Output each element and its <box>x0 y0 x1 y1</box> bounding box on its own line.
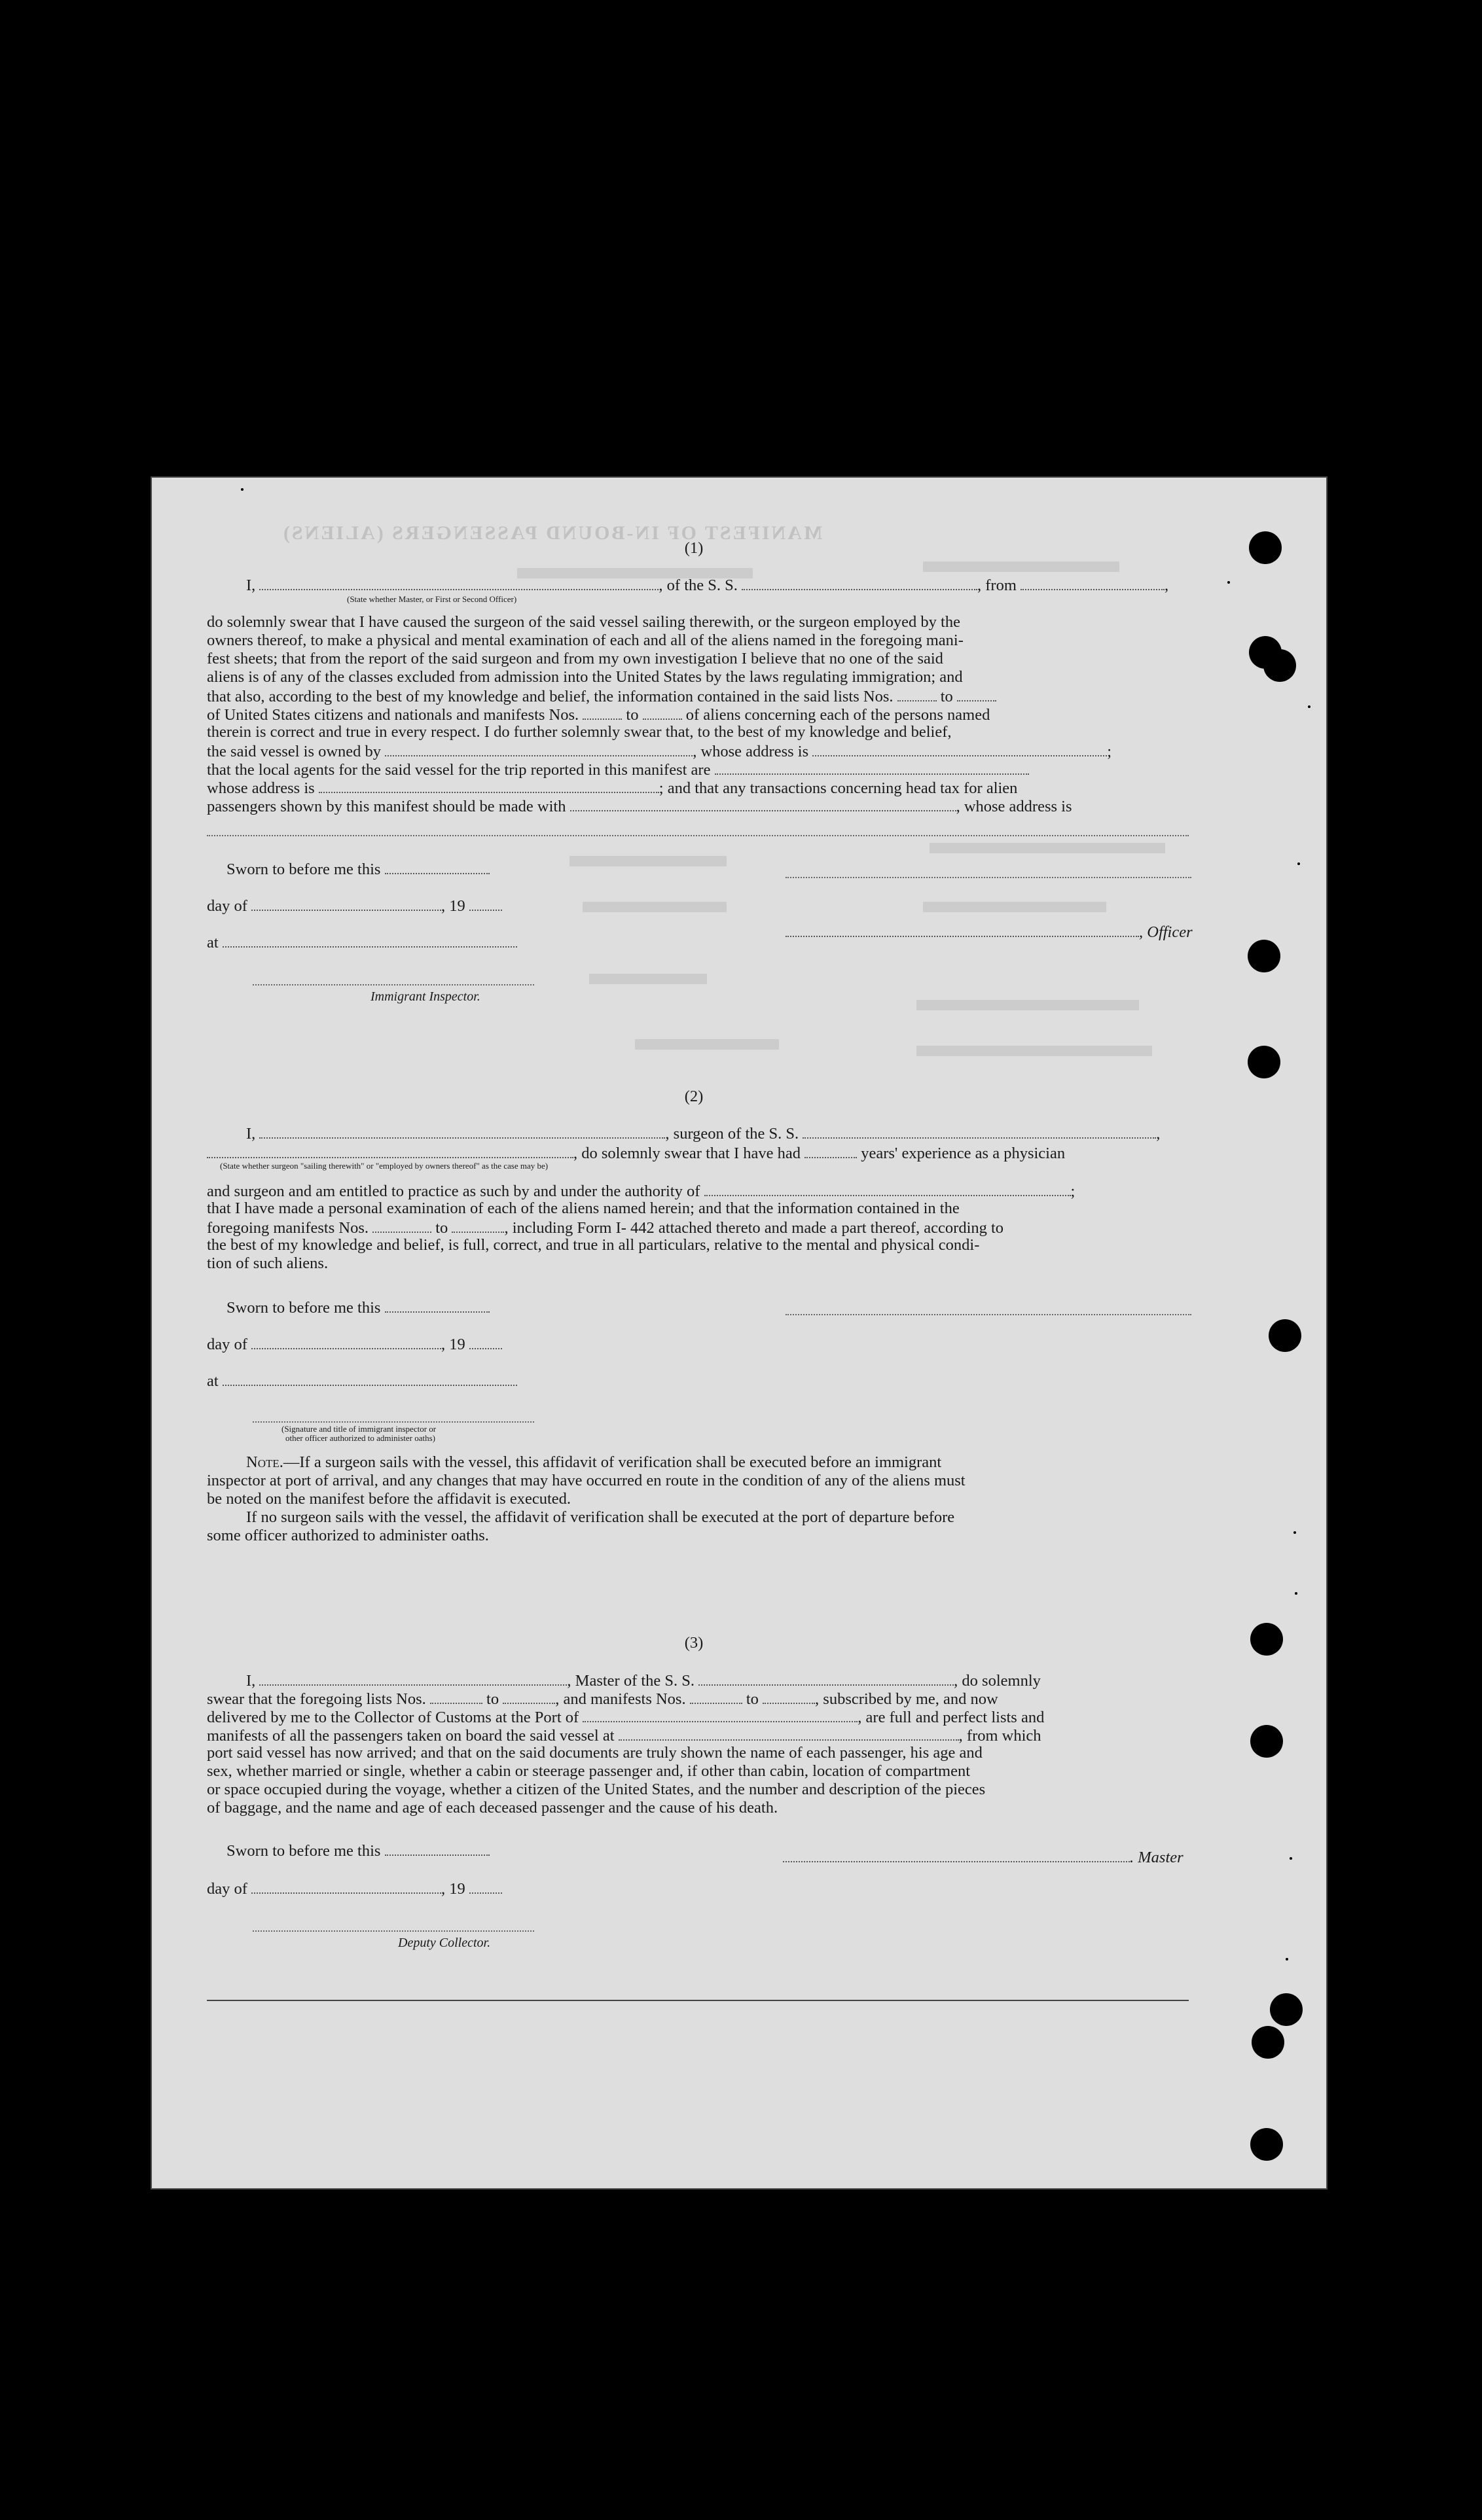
master-sworn-month-blank <box>251 1878 441 1894</box>
binder-hole <box>1249 531 1282 564</box>
local-agents-blank <box>715 759 1029 775</box>
master-name-blank-3 <box>259 1670 567 1686</box>
text: I, <box>246 1672 256 1690</box>
master-sworn-year-blank <box>469 1878 502 1894</box>
text: passengers shown by this manifest should be made with <box>207 798 566 815</box>
officer-signature-blank <box>786 921 1139 937</box>
section-2-paragraph-line: that I have made a personal examination of each of the aliens named herein; and that the information contained in the <box>207 1199 960 1217</box>
collector-label: Deputy Collector. <box>398 1936 491 1950</box>
section-2-note-line: inspector at port of arrival, and any changes that may have occurred en route in the condition of any of the aliens must <box>207 1472 966 1489</box>
section-1-paragraph-line: therein is correct and true in every respect. I do further solemnly swear that, to the best of my knowledge and belief, <box>207 723 952 741</box>
text: foregoing manifests Nos. <box>207 1219 369 1237</box>
section-1-paragraph-line: aliens is of any of the classes excluded from admission into the United States by the laws regulating immigration; and <box>207 668 963 686</box>
section-1-oath-line <box>246 575 1168 595</box>
section-2-status-note: (State whether surgeon "sailing therewith" or "employed by owners thereof" as the case may be) <box>220 1161 549 1171</box>
surgeon-manifests-from-blank <box>372 1217 431 1233</box>
text: , from <box>977 577 1017 594</box>
inspector-signature-line <box>253 984 534 985</box>
text: at <box>207 1372 219 1390</box>
owner-blank <box>385 741 693 756</box>
text: , subscribed by me, and now <box>815 1690 998 1708</box>
text: , whose address is <box>693 743 809 760</box>
text: ; and that any transactions concerning head tax for alien <box>659 779 1018 797</box>
text: , whose address is <box>956 798 1072 815</box>
note-label: Note. <box>246 1453 283 1471</box>
binder-hole <box>1250 1623 1283 1656</box>
section-3-paragraph-line: of baggage, and the name and age of each deceased passenger and the cause of his death. <box>207 1799 778 1817</box>
speck <box>1227 581 1230 584</box>
section-1-sworn-line <box>226 859 490 879</box>
sworn-year-blank <box>469 895 502 911</box>
binder-hole <box>1263 649 1296 682</box>
surgeon-sworn-month-blank <box>251 1334 441 1349</box>
section-2-day-line <box>207 1334 502 1355</box>
text: , surgeon of the S. S. <box>665 1125 799 1143</box>
section-1-officer-line <box>786 921 1193 942</box>
section-2-at-line <box>207 1370 517 1391</box>
oath-officer-signature-line <box>253 1421 534 1423</box>
text: , Master of the S. S. <box>567 1672 695 1690</box>
speck <box>241 488 244 491</box>
text: I, <box>246 577 256 594</box>
text: of United States citizens and nationals and manifests Nos. <box>207 706 579 724</box>
text: years' experience as a physician <box>861 1145 1066 1162</box>
section-3-day-line <box>207 1878 502 1899</box>
text: delivered by me to the Collector of Customs at the Port of <box>207 1709 579 1726</box>
manifests-from-blank <box>583 704 622 720</box>
section-3-paragraph-line: port said vessel has now arrived; and that on the said documents are truly shown the name of each passenger, his age and <box>207 1744 983 1762</box>
text: ; <box>1107 743 1112 760</box>
embarkation-port-blank <box>619 1725 959 1741</box>
bleed-through-mark <box>635 1039 779 1050</box>
text: day of <box>207 1880 247 1898</box>
surgeon-vessel-blank <box>803 1123 1156 1139</box>
binder-hole <box>1248 940 1280 972</box>
oath-officer-note-2: other officer authorized to administer oaths) <box>285 1433 435 1443</box>
speck <box>1297 862 1300 865</box>
section-2-note-line <box>246 1453 941 1472</box>
text: and surgeon and am entitled to practice as such by and under the authority of <box>207 1182 700 1200</box>
binder-hole <box>1250 1725 1283 1758</box>
text: that also, according to the best of my knowledge and belief, the information contained in the said lists Nos. <box>207 688 894 705</box>
text: swear that the foregoing lists Nos. <box>207 1690 426 1708</box>
oath-officer-note-1: (Signature and title of immigrant inspector or <box>281 1424 437 1434</box>
inspector-label: Immigrant Inspector. <box>370 989 480 1004</box>
section-2-signature-line <box>786 1314 1191 1315</box>
speck <box>1308 705 1310 708</box>
text: to <box>435 1219 448 1237</box>
license-authority-blank <box>704 1180 1071 1196</box>
sworn-month-blank <box>251 895 441 911</box>
text: Sworn to before me this <box>226 1299 381 1317</box>
text: —If a surgeon sails with the vessel, this affidavit of verification shall be executed before an immigrant <box>283 1453 942 1471</box>
text: Sworn to before me this <box>226 861 381 878</box>
section-1-paragraph-line: do solemnly swear that I have caused the surgeon of the said vessel sailing therewith, or the surgeon employed by the <box>207 613 960 631</box>
section-2-note-line: some officer authorized to administer oaths. <box>207 1527 489 1544</box>
surgeon-status-blank <box>207 1143 573 1158</box>
surgeon-manifests-to-blank <box>452 1217 504 1233</box>
bleed-through-mark <box>589 974 707 984</box>
section-2-note-line: If no surgeon sails with the vessel, the affidavit of verification shall be executed at the port of departure before <box>246 1508 955 1526</box>
binder-hole <box>1248 1046 1280 1078</box>
section-3-paragraph-line: sex, whether married or single, whether a cabin or steerage passenger and, if other than cabin, location of compartment <box>207 1762 971 1780</box>
text: to <box>940 688 953 705</box>
text: Sworn to before me this <box>226 1842 381 1860</box>
text: , 19 <box>441 897 465 915</box>
lists-from-blank <box>897 686 937 701</box>
lists-to-blank <box>957 686 996 701</box>
sworn-day-blank <box>385 859 490 874</box>
vessel-name-blank-3 <box>698 1670 954 1686</box>
head-tax-address-line <box>207 835 1189 836</box>
text: , including Form I- 442 attached thereto and made a part thereof, according to <box>504 1219 1004 1237</box>
delivered-manifests-from-blank <box>690 1688 742 1704</box>
section-3-paragraph-line: or space occupied during the voyage, whether a citizen of the United States, and the number and description of the pieces <box>207 1781 986 1798</box>
text: manifests of all the passengers taken on board the said vessel at <box>207 1727 615 1745</box>
section-1-paragraph-line <box>207 796 1072 817</box>
text: , 19 <box>441 1336 465 1353</box>
section-3-number: (3) <box>684 1634 704 1652</box>
speck <box>1293 1531 1296 1534</box>
document-page <box>151 476 1328 2190</box>
master-name-blank <box>259 575 659 590</box>
head-tax-agent-blank <box>570 796 956 811</box>
section-2-note-line: be noted on the manifest before the affidavit is executed. <box>207 1490 571 1508</box>
bleed-through-mark <box>583 902 727 912</box>
binder-hole <box>1252 2026 1284 2059</box>
delivered-lists-to-blank <box>503 1688 555 1704</box>
section-1-day-line <box>207 895 502 916</box>
master-signature-blank <box>783 1847 1130 1862</box>
text: ; <box>1070 1182 1075 1200</box>
section-2-sworn-line <box>226 1297 490 1318</box>
port-blank <box>583 1707 858 1722</box>
section-1-signature-line <box>786 877 1191 878</box>
text: , <box>1156 1125 1161 1143</box>
master-sworn-day-blank <box>385 1840 490 1856</box>
bleed-through-header: MANIFEST OF IN-BOUND PASSENGERS (ALIENS) <box>281 522 823 544</box>
bleed-through-mark <box>930 843 1165 853</box>
text: to <box>486 1690 499 1708</box>
sworn-place-blank <box>223 932 517 948</box>
bleed-through-mark <box>916 1046 1152 1056</box>
text: to <box>746 1690 759 1708</box>
officer-label: , Officer <box>1139 923 1193 941</box>
speck <box>1295 1592 1297 1595</box>
speck <box>1286 1958 1288 1961</box>
text: , do solemnly swear that I have had <box>573 1145 801 1162</box>
speck <box>1290 1857 1292 1860</box>
text: day of <box>207 897 247 915</box>
manifests-to-blank <box>643 704 682 720</box>
text: , <box>1165 577 1169 594</box>
section-1-paragraph-line: fest sheets; that from the report of the said surgeon and from my own investigation I believe that no one of the said <box>207 650 943 667</box>
section-1-officer-note: (State whether Master, or First or Second Officer) <box>347 594 517 604</box>
agent-address-blank <box>319 777 659 793</box>
text: that the local agents for the said vessel for the trip reported in this manifest are <box>207 761 711 779</box>
vessel-name-blank <box>742 575 977 590</box>
bleed-through-mark <box>923 561 1119 572</box>
text: at <box>207 934 219 951</box>
text: , are full and perfect lists and <box>858 1709 1045 1726</box>
section-1-at-line <box>207 932 517 953</box>
bottom-rule <box>207 2000 1189 2001</box>
text: to <box>626 706 639 724</box>
section-1-number: (1) <box>684 539 704 557</box>
text: whose address is <box>207 779 315 797</box>
surgeon-sworn-place-blank <box>223 1370 517 1386</box>
binder-hole <box>1250 2128 1283 2161</box>
bleed-through-mark <box>923 902 1106 912</box>
text: , from which <box>958 1727 1041 1745</box>
section-3-sworn-line <box>226 1840 490 1861</box>
text: of aliens concerning each of the persons named <box>685 706 990 724</box>
section-2-oath-line <box>246 1123 1160 1144</box>
section-2-paragraph-line: the best of my knowledge and belief, is full, correct, and true in all particulars, relative to the mental and physical condi- <box>207 1236 980 1254</box>
text: the said vessel is owned by <box>207 743 382 760</box>
surgeon-sworn-day-blank <box>385 1297 490 1313</box>
section-1-paragraph-line: owners thereof, to make a physical and mental examination of each and all of the aliens named in the foregoing mani- <box>207 631 964 649</box>
section-3-master-line <box>783 1847 1184 1868</box>
text: day of <box>207 1336 247 1353</box>
text: , and manifests Nos. <box>555 1690 686 1708</box>
departure-port-blank <box>1021 575 1165 590</box>
master-label: . Master <box>1130 1849 1184 1866</box>
delivered-lists-from-blank <box>430 1688 482 1704</box>
bleed-through-mark <box>569 856 727 866</box>
text: I, <box>246 1125 256 1143</box>
surgeon-name-blank <box>259 1123 665 1139</box>
binder-hole <box>1270 1993 1303 2026</box>
section-2-paragraph-line: tion of such aliens. <box>207 1254 329 1272</box>
bleed-through-mark <box>916 1000 1139 1010</box>
owner-address-blank <box>812 741 1107 756</box>
surgeon-sworn-year-blank <box>469 1334 502 1349</box>
text: , 19 <box>441 1880 465 1898</box>
collector-signature-line <box>253 1930 534 1932</box>
years-experience-blank <box>804 1143 857 1158</box>
delivered-manifests-to-blank <box>763 1688 815 1704</box>
text: , of the S. S. <box>659 577 738 594</box>
binder-hole <box>1269 1319 1301 1352</box>
text: , do solemnly <box>954 1672 1041 1690</box>
section-2-number: (2) <box>684 1088 704 1105</box>
